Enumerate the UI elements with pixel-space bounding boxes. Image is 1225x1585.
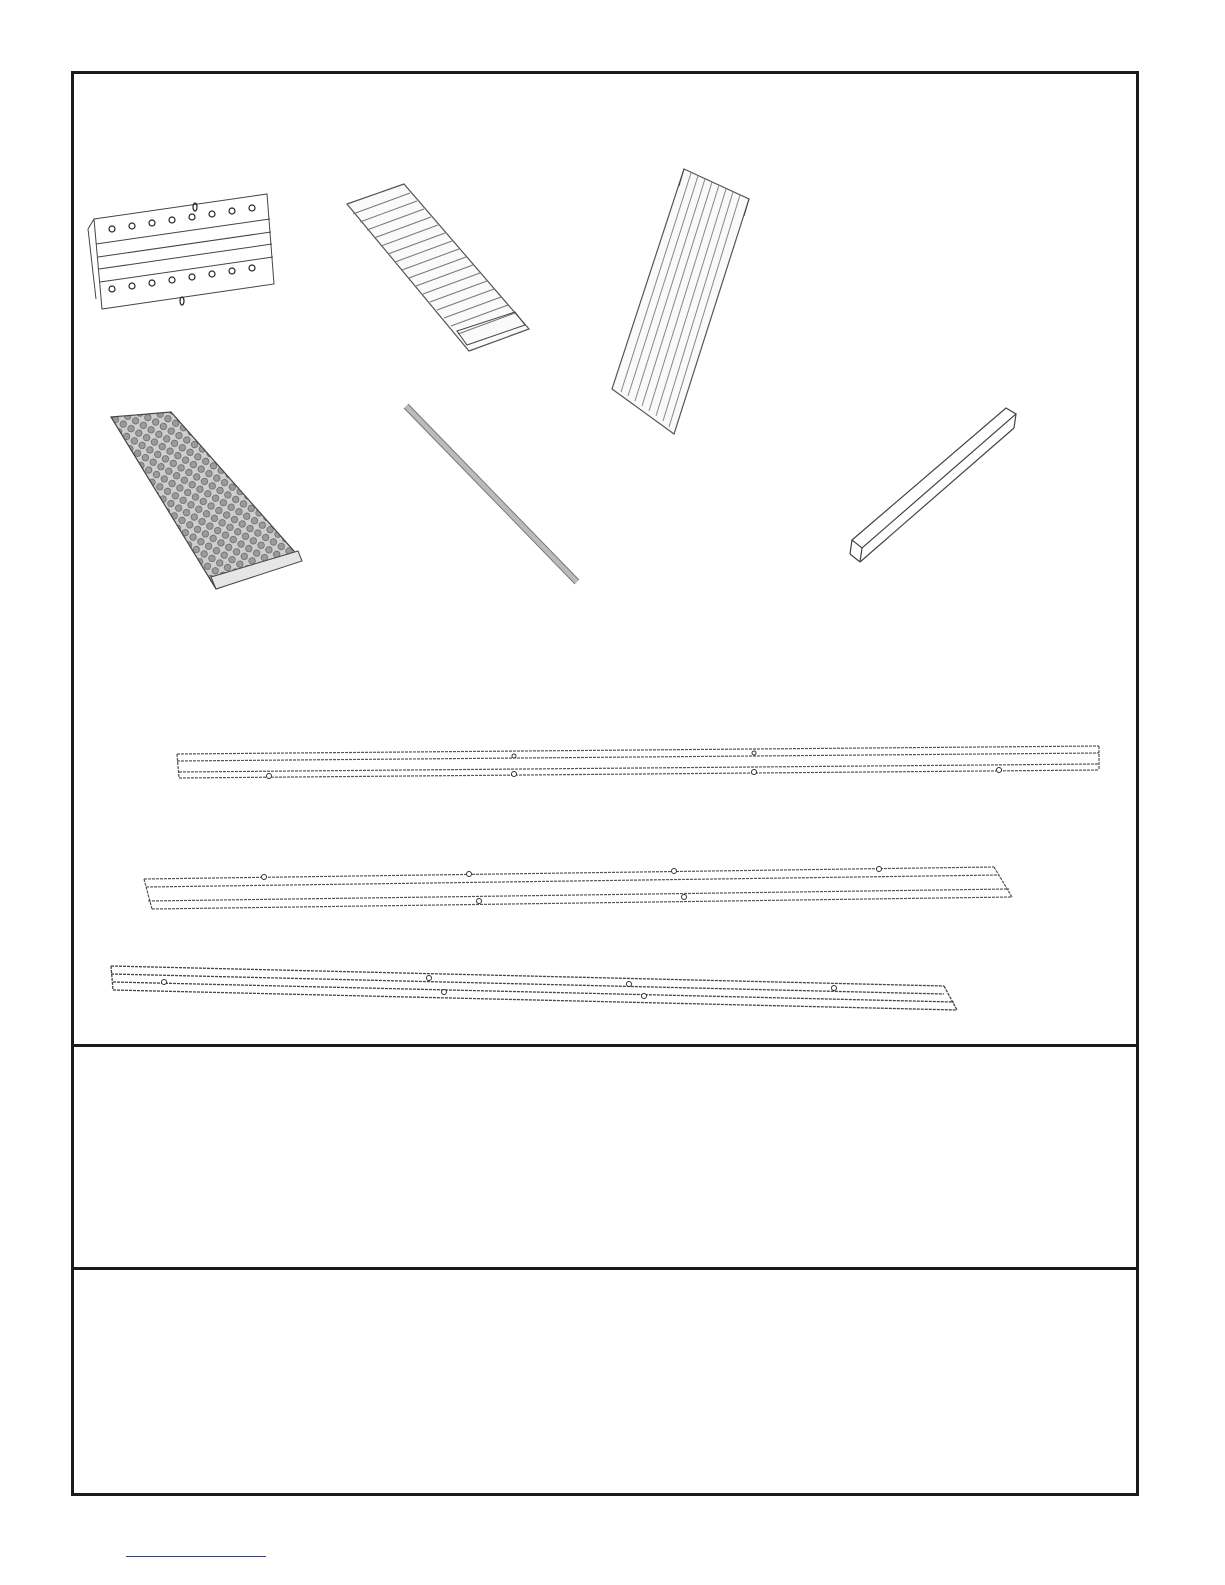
long-slatted-panel-drawing — [609, 164, 759, 439]
empty-panel-bottom — [74, 1267, 1136, 1493]
manifold-bracket-drawing — [82, 189, 282, 314]
parts-illustration-panel — [74, 74, 1136, 1044]
document-frame — [71, 71, 1139, 1496]
slatted-grate-drawing — [339, 179, 539, 354]
rail-drawing-2 — [134, 839, 1014, 914]
long-rail-drawing — [169, 734, 1104, 789]
footer-link-underline — [126, 1556, 266, 1557]
empty-panel-middle — [74, 1044, 1136, 1267]
textured-floor-panel-drawing — [106, 409, 306, 594]
angle-bracket-drawing — [846, 402, 1031, 567]
rod-drawing — [399, 402, 584, 587]
rail-drawing-3 — [99, 954, 964, 1024]
